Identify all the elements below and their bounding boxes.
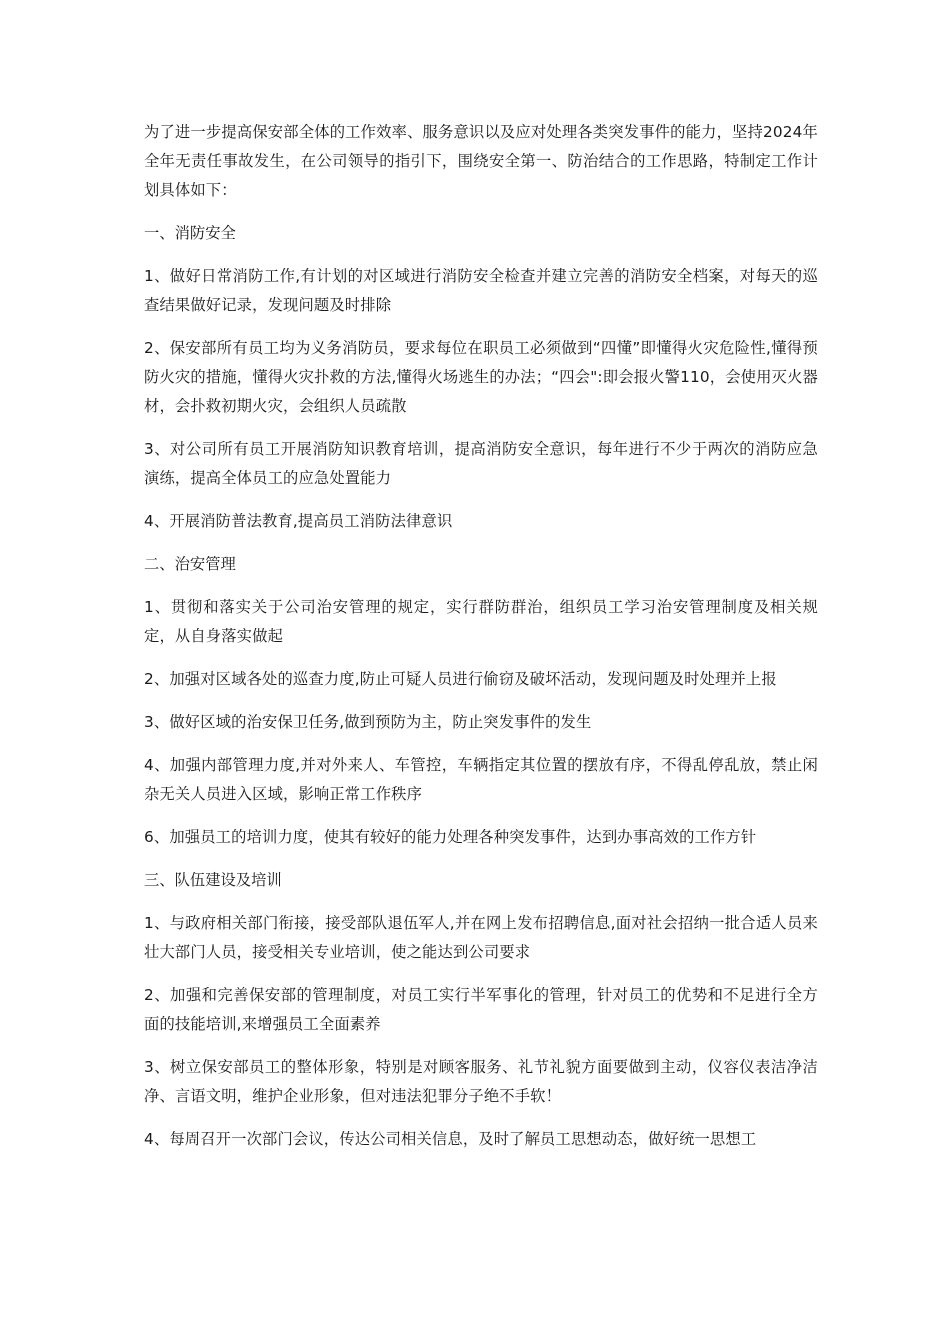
intro-paragraph: 为了进一步提高保安部全体的工作效率、服务意识以及应对处理各类突发事件的能力，坚持2024年全年无责任事故发生，在公司领导的指引下，围绕安全第一、防治结合的工作思路，特制定工作计划具体如下： xyxy=(144,123,818,199)
section-heading-public-security: 二、治安管理 xyxy=(144,555,236,573)
fire-item-4: 4、开展消防普法教育,提高员工消防法律意识 xyxy=(144,512,453,530)
document-page xyxy=(144,118,818,1168)
security-item-2: 2、加强对区域各处的巡查力度,防止可疑人员进行偷窃及破坏活动，发现问题及时处理并上报 xyxy=(144,670,777,688)
security-item-3: 3、做好区域的治安保卫任务,做到预防为主，防止突发事件的发生 xyxy=(144,713,592,731)
team-item-3: 3、树立保安部员工的整体形象，特别是对顾客服务、礼节礼貌方面要做到主动，仪容仪表洁净洁净、言语文明，维护企业形象，但对违法犯罪分子绝不手软！ xyxy=(144,1058,818,1105)
fire-item-3: 3、对公司所有员工开展消防知识教育培训，提高消防安全意识，每年进行不少于两次的消防应急演练，提高全体员工的应急处置能力 xyxy=(144,440,818,487)
team-item-1: 1、与政府相关部门衔接，接受部队退伍军人,并在网上发布招聘信息,面对社会招纳一批合适人员来壮大部门人员，接受相关专业培训，使之能达到公司要求 xyxy=(144,914,818,961)
fire-item-1: 1、做好日常消防工作,有计划的对区域进行消防安全检查并建立完善的消防安全档案，对每天的巡查结果做好记录，发现问题及时排除 xyxy=(144,267,818,314)
team-item-4: 4、每周召开一次部门会议，传达公司相关信息，及时了解员工思想动态，做好统一思想工 xyxy=(144,1130,757,1148)
team-item-2: 2、加强和完善保安部的管理制度，对员工实行半军事化的管理，针对员工的优势和不足进行全方面的技能培训,来增强员工全面素养 xyxy=(144,986,818,1033)
fire-item-2: 2、保安部所有员工均为义务消防员，要求每位在职员工必须做到“四懂”即懂得火灾危险性,懂得预防火灾的措施，懂得火灾扑救的方法,懂得火场逃生的办法；“四会":即会报火警110，会使用灭火器材，会扑救初期火灾，会组织人员疏散 xyxy=(144,339,818,415)
security-item-4: 4、加强内部管理力度,并对外来人、车管控，车辆指定其位置的摆放有序，不得乱停乱放，禁止闲杂无关人员进入区域，影响正常工作秩序 xyxy=(144,756,818,803)
security-item-6: 6、加强员工的培训力度，使其有较好的能力处理各种突发事件，达到办事高效的工作方针 xyxy=(144,828,757,846)
section-heading-team-training: 三、队伍建设及培训 xyxy=(144,871,282,889)
section-heading-fire-safety: 一、消防安全 xyxy=(144,224,236,242)
security-item-1: 1、贯彻和落实关于公司治安管理的规定，实行群防群治，组织员工学习治安管理制度及相关规定，从自身落实做起 xyxy=(144,598,818,645)
